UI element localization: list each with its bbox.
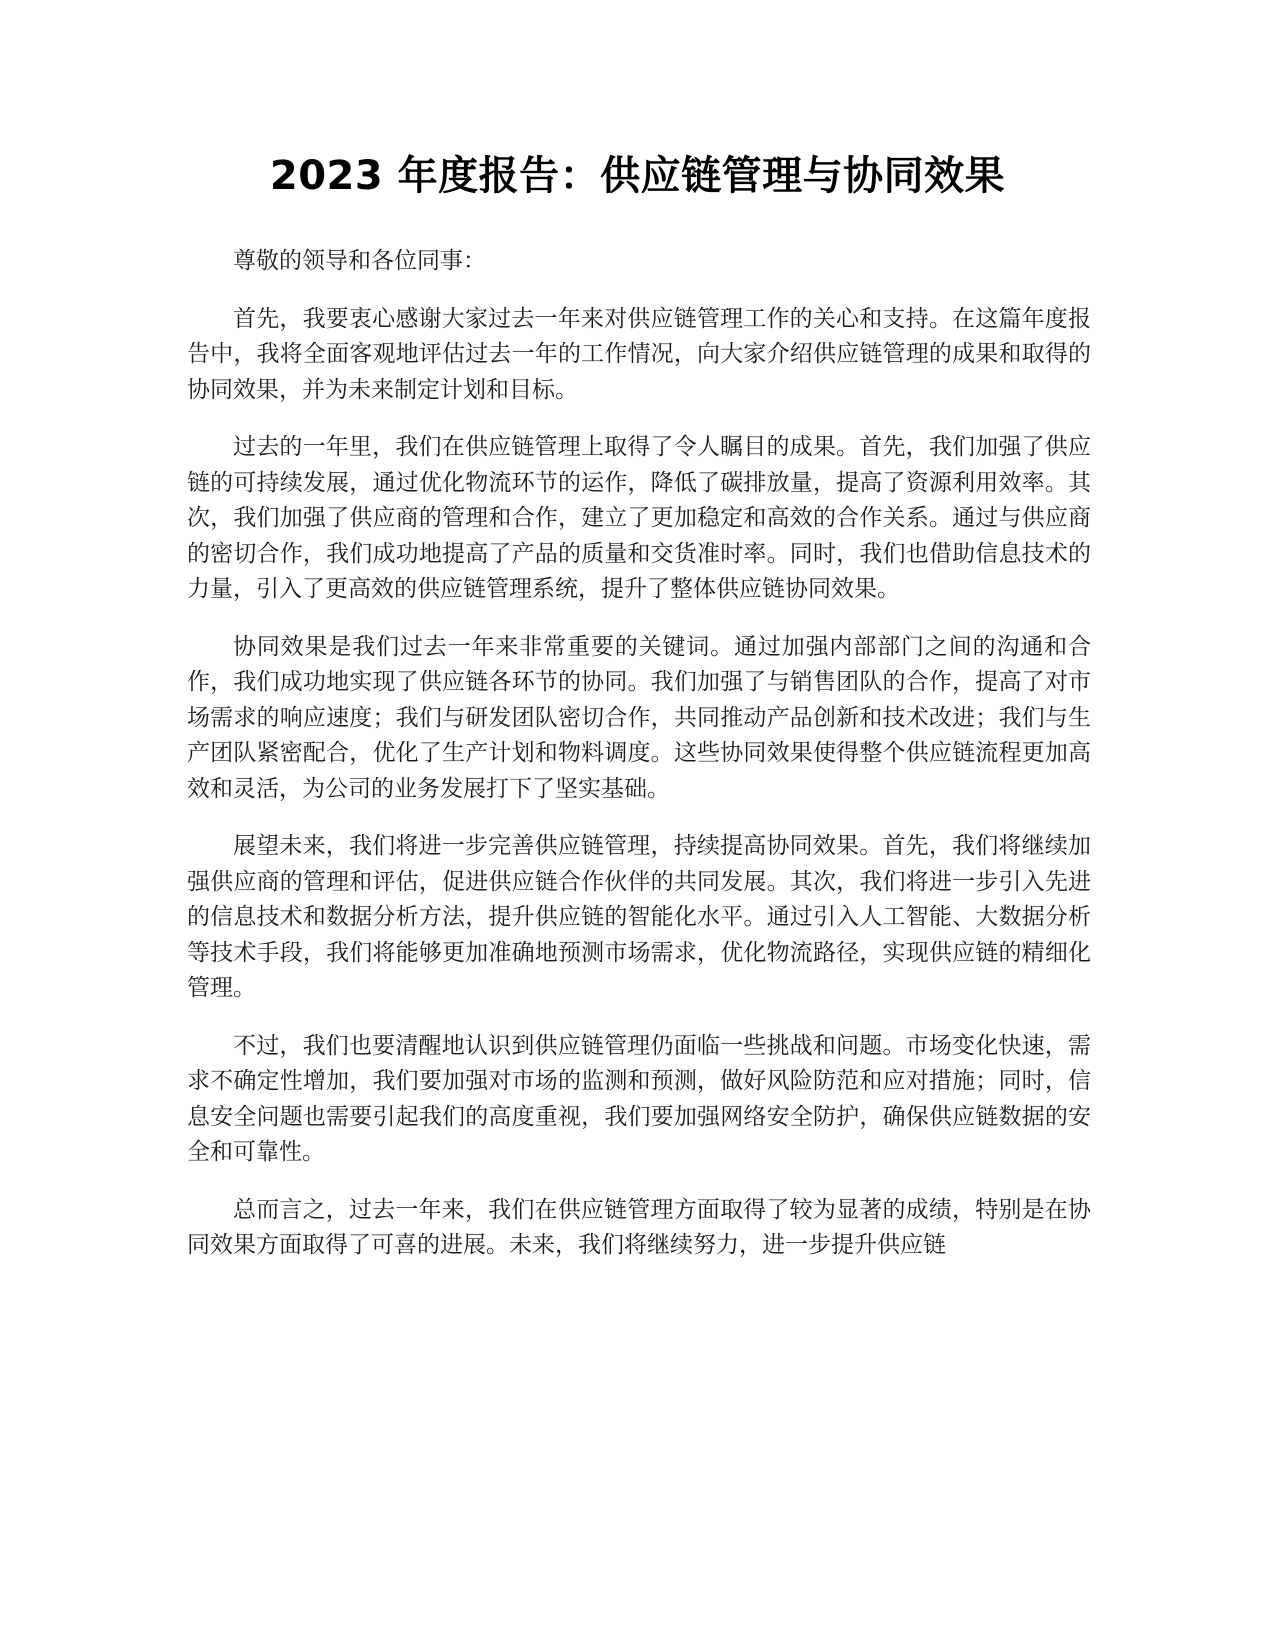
paragraph-intro: 首先，我要衷心感谢大家过去一年来对供应链管理工作的关心和支持。在这篇年度报告中，我将全面客观地评估过去一年的工作情况，向大家介绍供应链管理的成果和取得的协同效果，并为未来制定计划和目标。 xyxy=(187,305,1091,403)
paragraph-salutation: 尊敬的领导和各位同事： xyxy=(233,248,486,274)
document-title: 2023 年度报告：供应链管理与协同效果 xyxy=(269,153,1006,199)
paragraph-collaboration: 协同效果是我们过去一年来非常重要的关键词。通过加强内部部门之间的沟通和合作，我们成功地实现了供应链各环节的协同。我们加强了与销售团队的合作，提高了对市场需求的响应速度；我们与研发团队密切合作，共同推动产品创新和技术改进；我们与生产团队紧密配合，优化了生产计划和物料调度。这些协同效果使得整个供应链流程更加高效和灵活，为公司的业务发展打下了坚实基础。 xyxy=(187,633,1091,802)
paragraph-summary: 总而言之，过去一年来，我们在供应链管理方面取得了较为显著的成绩，特别是在协同效果方面取得了可喜的进展。未来，我们将继续努力，进一步提升供应链 xyxy=(187,1196,1091,1258)
paragraph-outlook: 展望未来，我们将进一步完善供应链管理，持续提高协同效果。首先，我们将继续加强供应商的管理和评估，促进供应链合作伙伴的共同发展。其次，我们将进一步引入先进的信息技术和数据分析方法，提升供应链的智能化水平。通过引入人工智能、大数据分析等技术手段，我们将能够更加准确地预测市场需求，优化物流路径，实现供应链的精细化管理。 xyxy=(187,833,1091,1001)
paragraph-challenges: 不过，我们也要清醒地认识到供应链管理仍面临一些挑战和问题。市场变化快速，需求不确定性增加，我们要加强对市场的监测和预测，做好风险防范和应对措施；同时，信息安全问题也需要引起我们的高度重视，我们要加强网络安全防护，确保供应链数据的安全和可靠性。 xyxy=(187,1032,1091,1165)
document-body xyxy=(187,244,1091,1286)
paragraph-achievements: 过去的一年里，我们在供应链管理上取得了令人瞩目的成果。首先，我们加强了供应链的可持续发展，通过优化物流环节的运作，降低了碳排放量，提高了资源利用效率。其次，我们加强了供应商的管理和合作，建立了更加稳定和高效的合作关系。通过与供应商的密切合作，我们成功地提高了产品的质量和交货准时率。同时，我们也借助信息技术的力量，引入了更高效的供应链管理系统，提升了整体供应链协同效果。 xyxy=(187,434,1091,602)
